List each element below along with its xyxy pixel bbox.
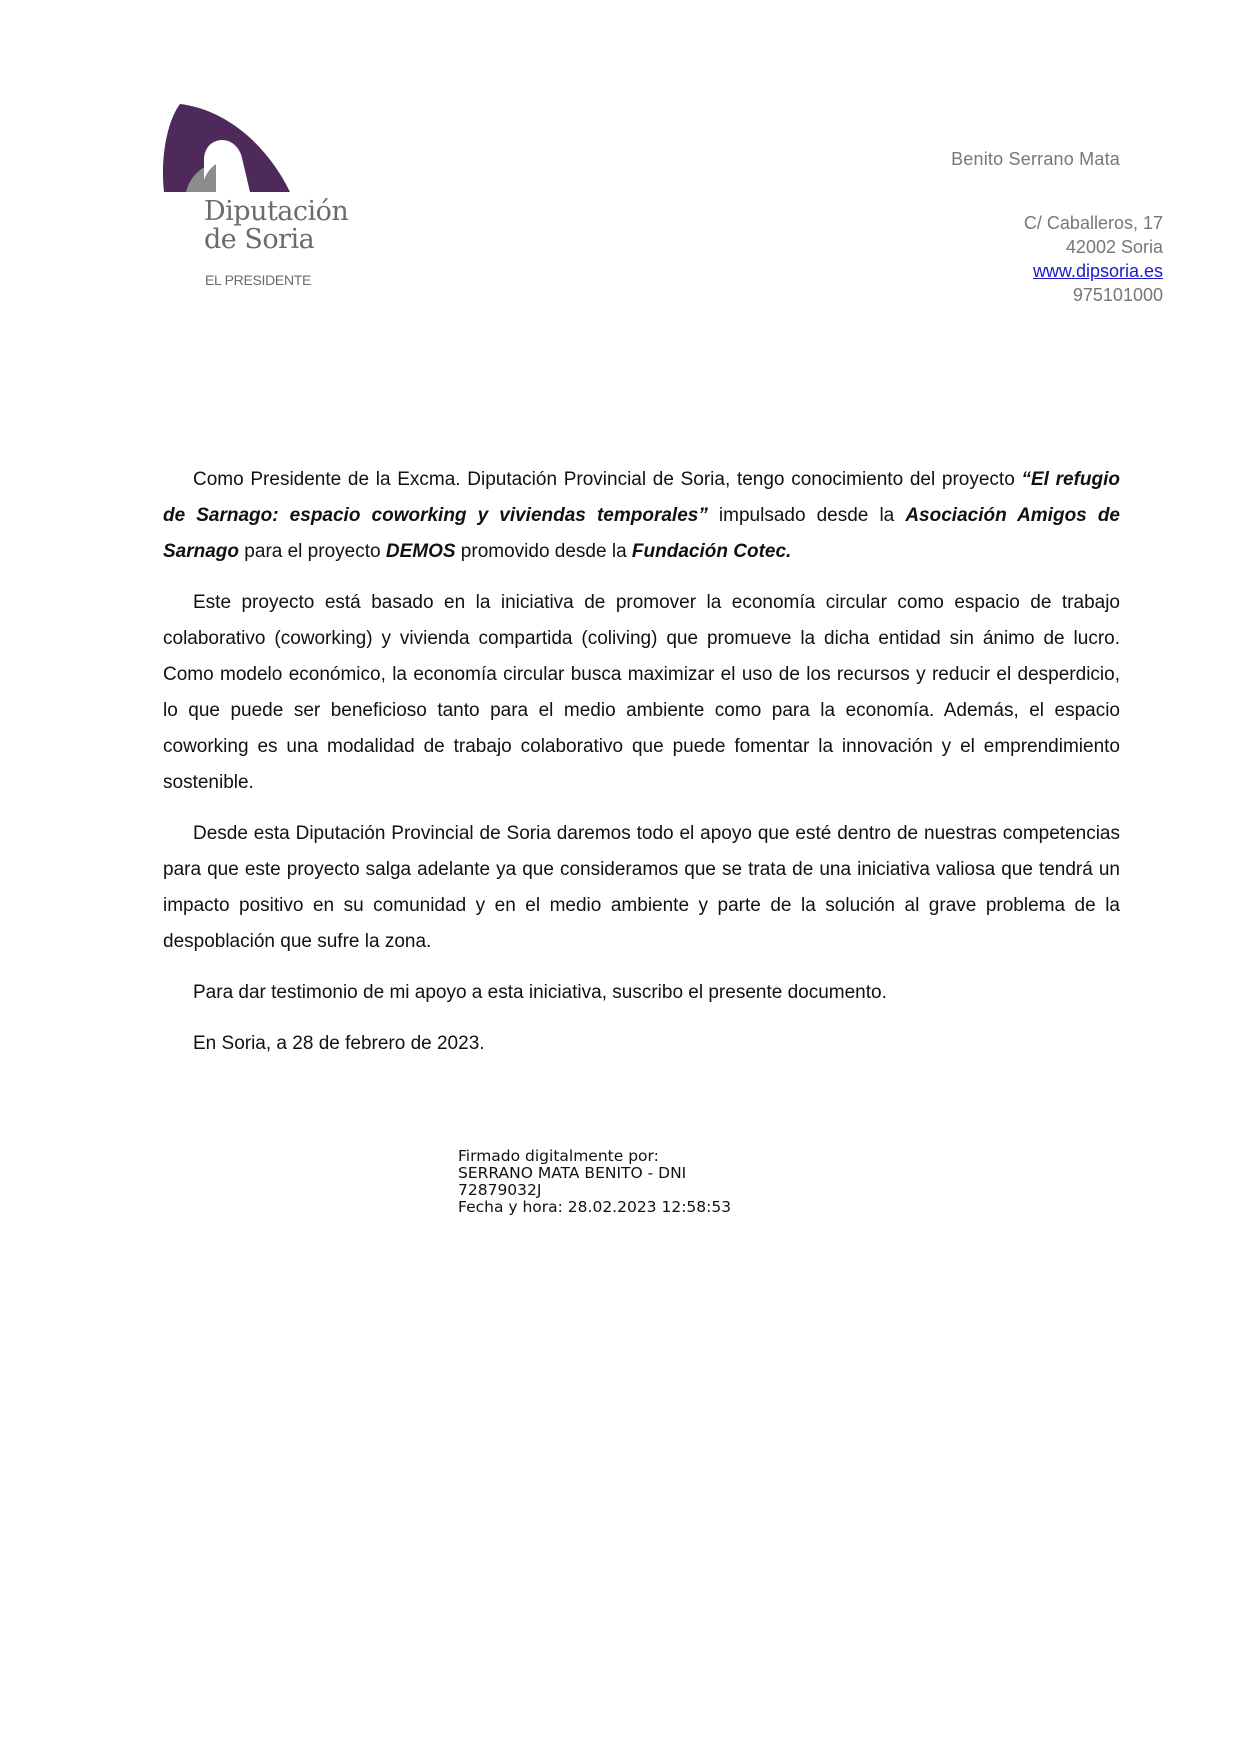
project-title: “El refugio de Sarnago: espacio coworking y viviendas temporales” bbox=[163, 469, 1121, 526]
paragraph-4: Para dar testimonio de mi apoyo a esta iniciativa, suscribo el presente documento. bbox=[193, 982, 887, 1003]
foundation-name: Fundación Cotec. bbox=[631, 541, 792, 562]
org-name-line2: de Soria bbox=[204, 224, 315, 255]
p1-text-3: para el proyecto bbox=[239, 541, 386, 562]
org-name-line1: Diputación bbox=[204, 196, 349, 227]
phone-number: 975101000 bbox=[1072, 285, 1163, 305]
signature-line-4: Fecha y hora: 28.02.2023 12:58:53 bbox=[458, 1198, 732, 1216]
paragraph-2: Este proyecto está basado en la iniciativa de promover la economía circular como espacio de trabajo colaborativo (coworking) y vivienda compartida (coliving) que promueve la dicha entidad sin ánimo de lucro. Como modelo económico, la economía circular busca maximizar el uso de los recursos y reducir el desperdicio, lo que puede ser beneficioso tanto para el medio ambiente como para la economía. Además, el espacio coworking es una modalidad de trabajo colaborativo que puede fomentar la innovación y el emprendimiento sostenible. bbox=[163, 592, 1120, 793]
letterhead-logo bbox=[160, 100, 380, 290]
arch-logo-icon bbox=[160, 100, 300, 200]
date-line: En Soria, a 28 de febrero de 2023. bbox=[193, 1033, 485, 1054]
role-label: EL PRESIDENTE bbox=[205, 272, 312, 288]
signature-line-2: SERRANO MATA BENITO - DNI bbox=[458, 1164, 687, 1182]
letter-body bbox=[163, 462, 1120, 1077]
org-name bbox=[204, 198, 348, 254]
p1-text-4: promovido desde la bbox=[455, 541, 632, 562]
p1-text-2: impulsado desde la bbox=[707, 505, 906, 526]
sender-address bbox=[1024, 211, 1163, 307]
website-link[interactable]: www.dipsoria.es bbox=[1032, 261, 1163, 281]
p1-text-1: Como Presidente de la Excma. Diputación Provincial de Soria, tengo conocimiento del proyecto bbox=[193, 469, 1022, 490]
sender-name: Benito Serrano Mata bbox=[951, 149, 1120, 169]
signature-line-3: 72879032J bbox=[458, 1181, 542, 1199]
paragraph-3: Desde esta Diputación Provincial de Soria daremos todo el apoyo que esté dentro de nuestras competencias para que este proyecto salga adelante ya que consideramos que se trata de una iniciativa valiosa que tendrá un impacto positivo en su comunidad y en el medio ambiente y parte de la solución al grave problema de la despoblación que sufre la zona. bbox=[163, 823, 1120, 952]
address-city: 42002 Soria bbox=[1065, 237, 1163, 257]
digital-signature bbox=[458, 1148, 731, 1216]
association-name: Asociación Amigos de Sarnago bbox=[163, 505, 1120, 562]
signature-line-1: Firmado digitalmente por: bbox=[458, 1147, 659, 1165]
address-street: C/ Caballeros, 17 bbox=[1023, 213, 1163, 233]
paragraph-1 bbox=[163, 462, 1120, 570]
program-name: DEMOS bbox=[385, 541, 456, 562]
